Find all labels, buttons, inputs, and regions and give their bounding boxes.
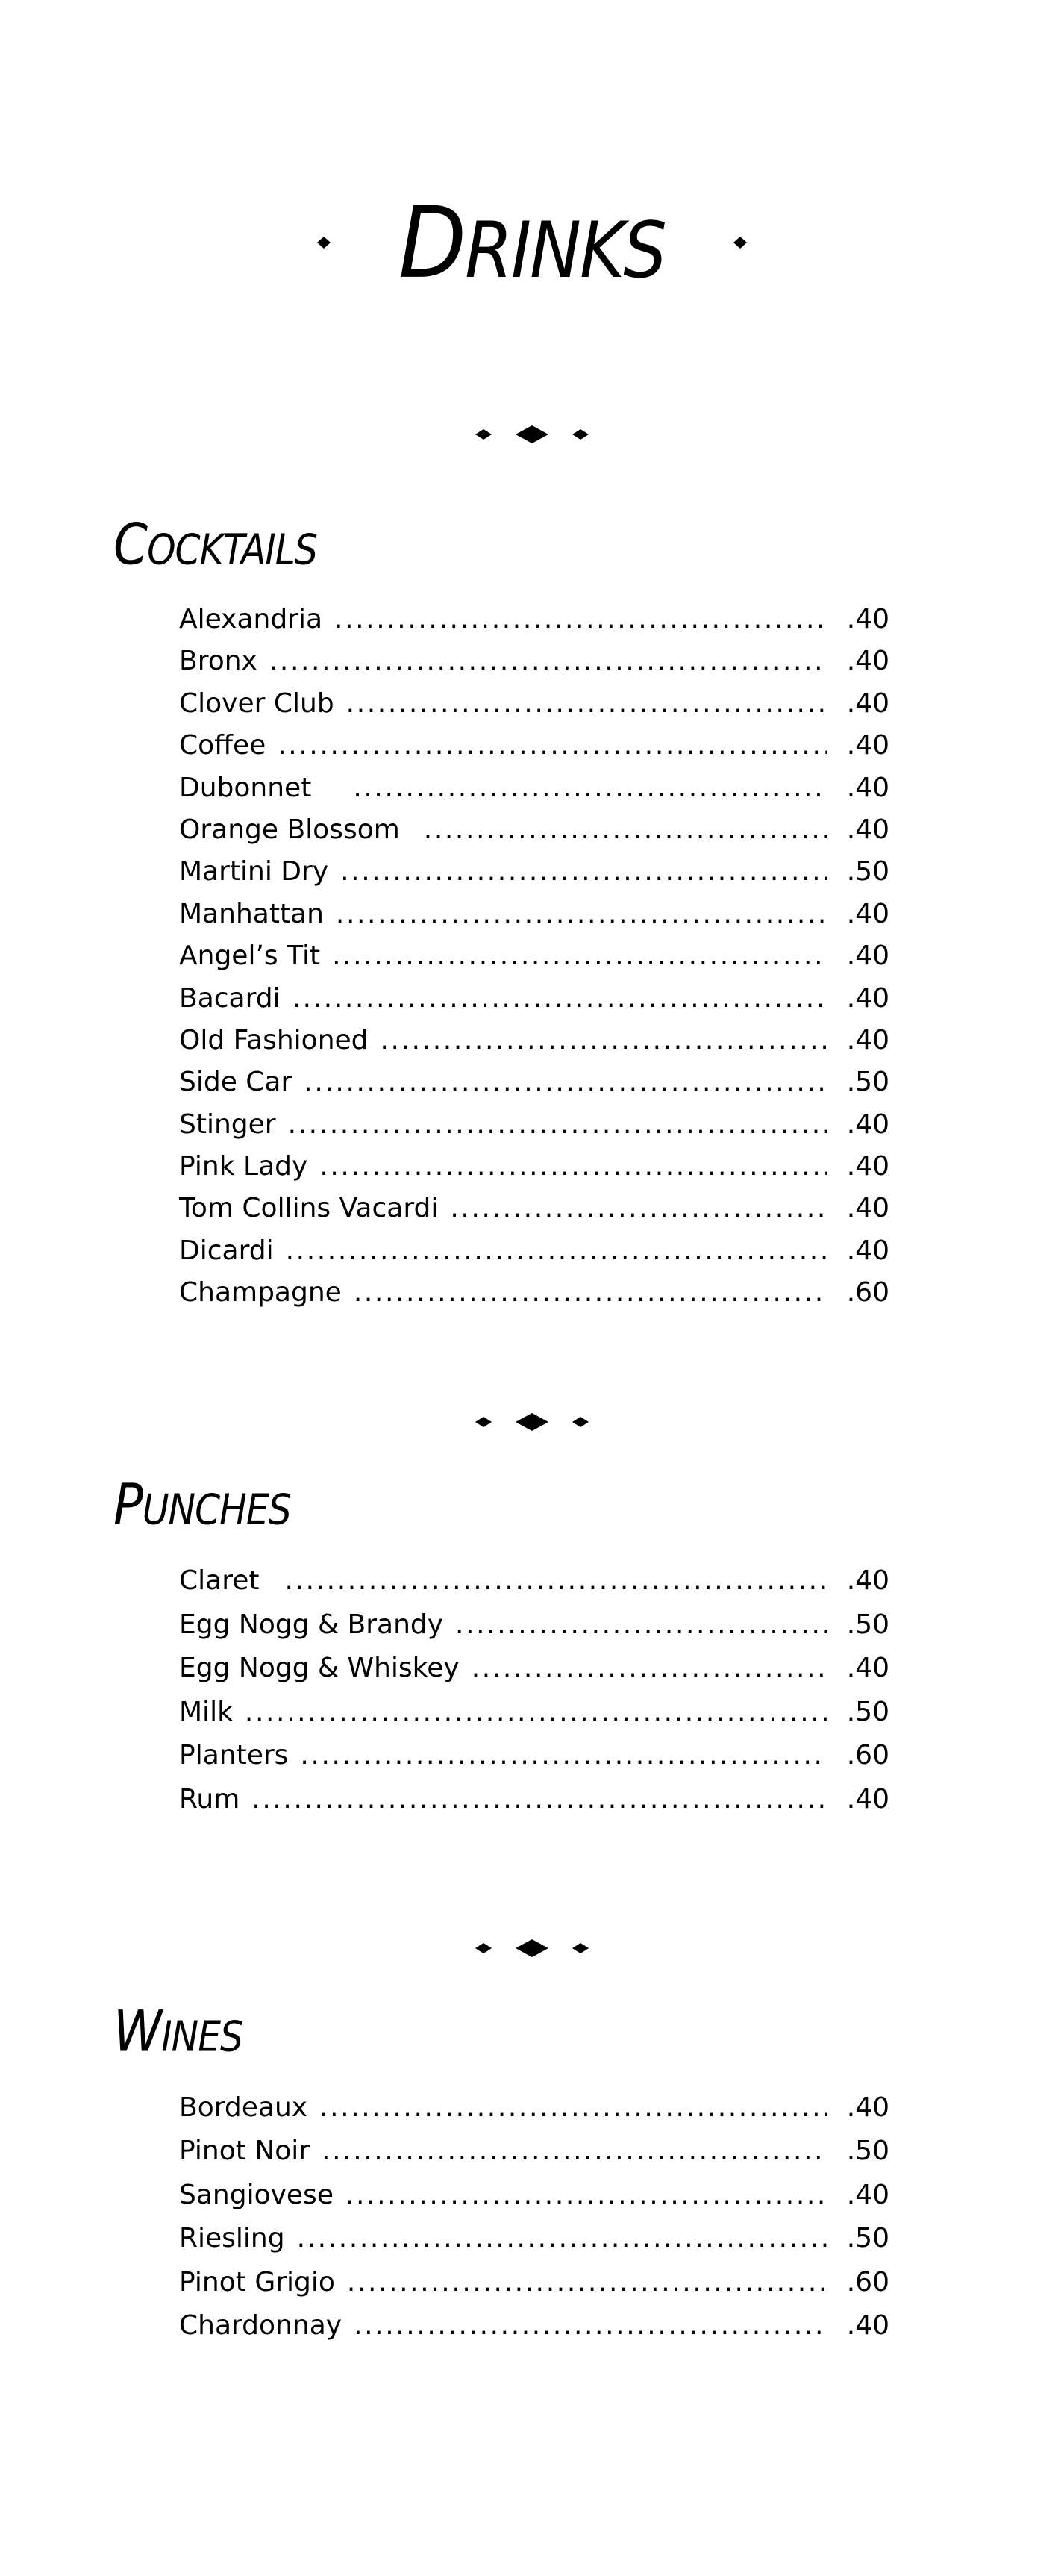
- dot-leader: [347, 2269, 827, 2296]
- page-title-rest: RINKS: [465, 205, 666, 296]
- list-item: [179, 2138, 889, 2181]
- item-price: .40: [846, 1193, 889, 1224]
- dot-leader: [354, 1279, 827, 1306]
- dot-leader: [286, 1238, 827, 1264]
- item-price: .40: [846, 1235, 889, 1266]
- item-name: Dicardi: [179, 1235, 274, 1266]
- ornament-diamond-icon: [0, 1933, 1064, 1963]
- section-heading-cocktails: COCKTAILS: [113, 511, 317, 578]
- list-item: [179, 648, 889, 690]
- list-item: [179, 1609, 889, 1656]
- dot-leader: [300, 1742, 827, 1769]
- dot-leader: [353, 775, 827, 802]
- item-name: Pinot Grigio: [179, 2266, 335, 2298]
- dot-leader: [345, 2182, 827, 2209]
- item-price: .60: [846, 1740, 889, 1771]
- item-name: Coffee: [179, 730, 266, 761]
- item-name: Orange Blossom: [179, 814, 400, 845]
- dot-leader: [381, 1027, 827, 1054]
- dot-leader: [297, 2225, 827, 2252]
- item-name: Pinot Noir: [179, 2136, 310, 2167]
- item-price: .40: [846, 1653, 889, 1684]
- dot-leader: [332, 943, 827, 970]
- list-item: [179, 1069, 889, 1111]
- page-title: [398, 184, 666, 301]
- list-item: [179, 606, 889, 648]
- dot-leader: [322, 2138, 827, 2165]
- item-price: .40: [846, 1024, 889, 1055]
- dot-leader: [346, 690, 827, 717]
- item-name: Stinger: [179, 1108, 276, 1140]
- list-item: [179, 1108, 889, 1153]
- item-price: .50: [846, 1609, 889, 1640]
- list-item: [179, 1153, 889, 1195]
- item-price: .40: [846, 1108, 889, 1140]
- list-item: [179, 2225, 889, 2268]
- list-item: [179, 814, 889, 858]
- dot-leader: [278, 732, 827, 759]
- list-item: [179, 1696, 889, 1743]
- dot-leader: [245, 1699, 827, 1726]
- item-price: .40: [846, 2179, 889, 2210]
- list-item: [179, 1279, 889, 1321]
- list-item: [179, 2092, 889, 2138]
- list-item: [179, 1195, 889, 1237]
- item-price: .40: [846, 1783, 889, 1815]
- dot-leader: [288, 1111, 827, 1138]
- punches-list: [179, 1565, 889, 1830]
- item-price: .40: [846, 941, 889, 972]
- dot-leader: [319, 1153, 827, 1180]
- section-heading-punches: PUNCHES: [113, 1471, 291, 1538]
- dot-leader: [340, 858, 827, 885]
- wines-list: [179, 2092, 889, 2356]
- item-price: .40: [846, 982, 889, 1014]
- item-price: .40: [846, 2092, 889, 2123]
- title-right-diamond-icon: [733, 235, 748, 250]
- list-item: [179, 732, 889, 774]
- item-price: .40: [846, 646, 889, 677]
- item-name: Manhattan: [179, 898, 324, 929]
- item-price: .40: [846, 1565, 889, 1596]
- item-name: Old Fashioned: [179, 1024, 369, 1055]
- item-price: .50: [846, 2223, 889, 2254]
- dot-leader: [354, 2313, 827, 2339]
- item-price: .40: [846, 604, 889, 634]
- item-name: Bordeaux: [179, 2092, 308, 2123]
- dot-leader: [472, 1655, 827, 1682]
- item-name: Claret: [179, 1565, 260, 1596]
- section-heading-wines: WINES: [113, 1998, 243, 2065]
- cocktails-list: [179, 606, 889, 1322]
- ornament-diamond-icon: [0, 1407, 1064, 1437]
- dot-leader: [319, 2095, 827, 2121]
- item-price: .60: [846, 1277, 889, 1309]
- dot-leader: [455, 1612, 827, 1638]
- list-item: [179, 1024, 889, 1069]
- item-name: Bacardi: [179, 982, 281, 1014]
- item-name: Milk: [179, 1696, 233, 1727]
- page-title-initial: D: [398, 184, 466, 301]
- item-name: Dubonnet: [179, 772, 312, 803]
- item-name: Riesling: [179, 2223, 285, 2254]
- list-item: [179, 858, 889, 900]
- list-item: [179, 1783, 889, 1830]
- list-item: [179, 1235, 889, 1279]
- item-price: .40: [846, 687, 889, 719]
- item-name: Sangiovese: [179, 2179, 334, 2210]
- item-name: Chardonnay: [179, 2310, 342, 2341]
- dot-leader: [269, 648, 827, 675]
- list-item: [179, 2310, 889, 2356]
- item-price: .50: [846, 856, 889, 888]
- list-item: [179, 687, 889, 732]
- list-item: [179, 2179, 889, 2225]
- dot-leader: [251, 1786, 827, 1813]
- list-item: [179, 1565, 889, 1612]
- dot-leader: [334, 606, 827, 633]
- item-price: .50: [846, 1067, 889, 1098]
- dot-leader: [284, 1568, 827, 1594]
- item-name: Egg Nogg & Brandy: [179, 1609, 444, 1640]
- list-item: [179, 772, 889, 817]
- list-item: [179, 2266, 889, 2313]
- item-price: .40: [846, 730, 889, 761]
- list-item: [179, 1742, 889, 1786]
- ornament-diamond-icon: [0, 420, 1064, 449]
- item-name: Pink Lady: [179, 1151, 308, 1182]
- item-price: .40: [846, 898, 889, 929]
- item-name: Champagne: [179, 1277, 342, 1309]
- list-item: [179, 943, 889, 985]
- item-name: Martini Dry: [179, 856, 329, 888]
- item-name: Tom Collins Vacardi: [179, 1193, 439, 1224]
- item-name: Clover Club: [179, 687, 334, 719]
- item-name: Angel’s Tit: [179, 941, 321, 972]
- item-price: .40: [846, 2310, 889, 2341]
- dot-leader: [304, 1069, 827, 1096]
- title-row: [0, 175, 1064, 310]
- item-price: .50: [846, 2136, 889, 2167]
- item-price: .50: [846, 1696, 889, 1727]
- item-name: Side Car: [179, 1067, 292, 1098]
- item-name: Bronx: [179, 646, 257, 677]
- title-left-diamond-icon: [316, 235, 331, 250]
- list-item: [179, 982, 889, 1027]
- item-name: Planters: [179, 1740, 289, 1771]
- dot-leader: [450, 1195, 827, 1222]
- item-price: .40: [846, 772, 889, 803]
- item-price: .60: [846, 2266, 889, 2298]
- item-name: Rum: [179, 1783, 240, 1815]
- item-name: Egg Nogg & Whiskey: [179, 1653, 460, 1684]
- item-price: .40: [846, 814, 889, 845]
- item-price: .40: [846, 1151, 889, 1182]
- item-name: Alexandria: [179, 604, 323, 634]
- list-item: [179, 898, 889, 943]
- list-item: [179, 1655, 889, 1699]
- dot-leader: [424, 817, 827, 843]
- dot-leader: [292, 985, 827, 1012]
- dot-leader: [336, 901, 827, 928]
